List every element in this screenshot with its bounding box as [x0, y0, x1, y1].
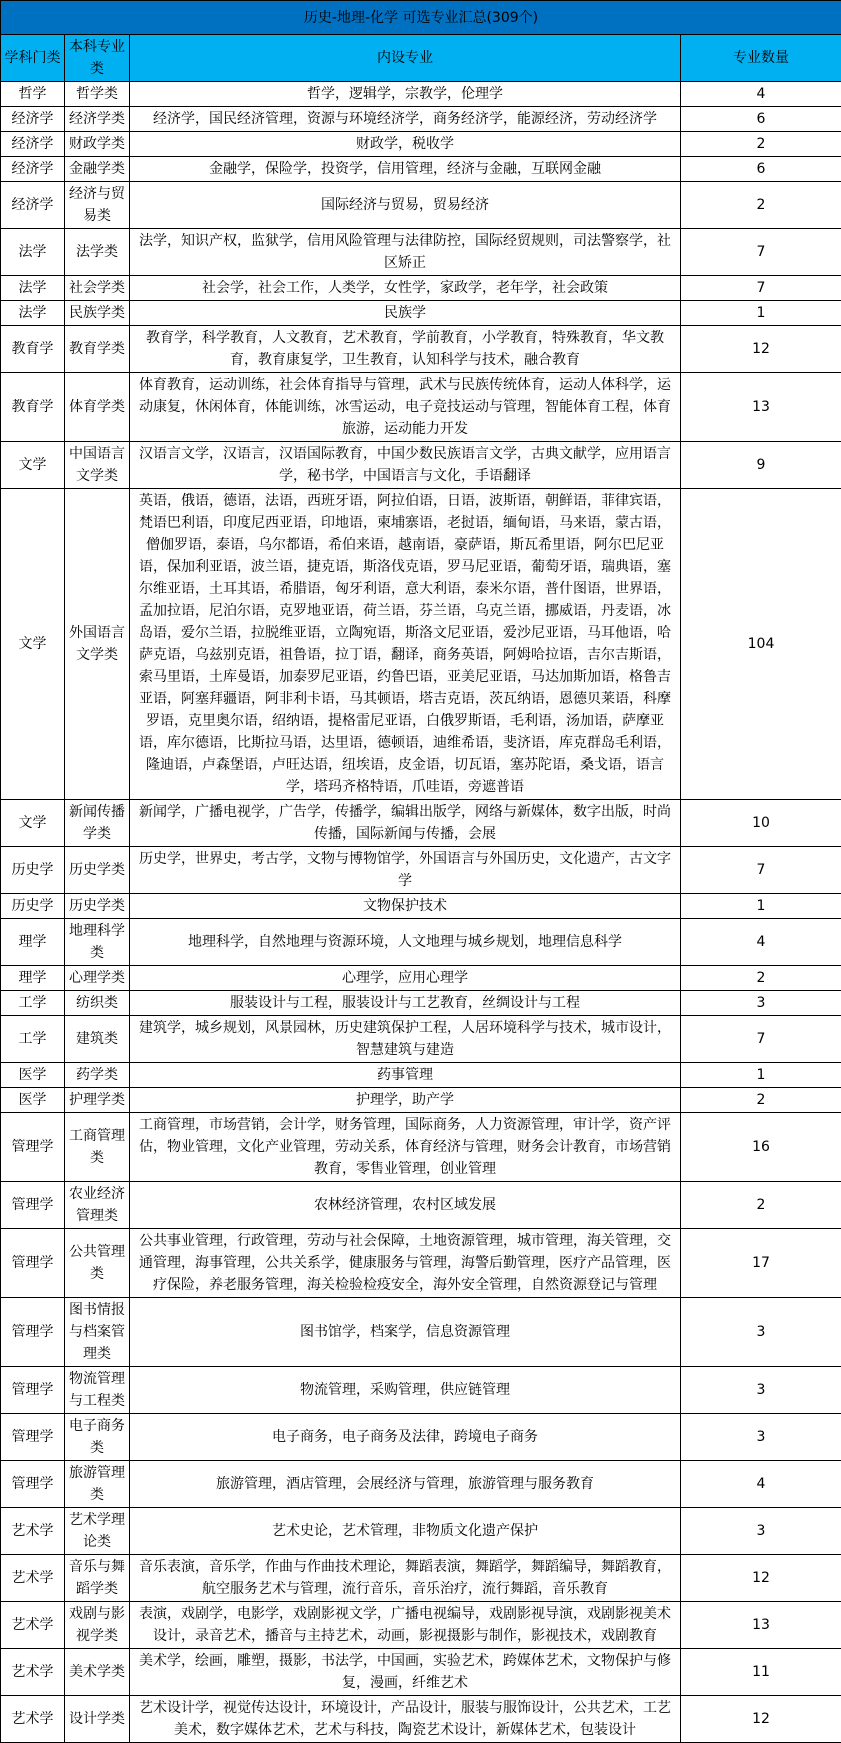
- count-cell: 2: [681, 966, 841, 991]
- count-cell: 4: [681, 919, 841, 966]
- table-row: [1, 1016, 841, 1063]
- major-class-cell: 法学类: [65, 229, 130, 276]
- count-cell: 1: [681, 301, 841, 326]
- major-class-cell: 电子商务类: [65, 1414, 130, 1461]
- discipline-cell: 管理学: [1, 1367, 65, 1414]
- majors-cell: 体育教育，运动训练，社会体育指导与管理，武术与民族传统体育，运动人体科学，运动康复，休闲体育，体能训练，冰雪运动，电子竞技运动与管理，智能体育工程，体育旅游，运动能力开发: [130, 373, 681, 442]
- table-row: [1, 1414, 841, 1461]
- discipline-cell: 艺术学: [1, 1602, 65, 1649]
- table-row: [1, 1649, 841, 1696]
- column-header-count: 专业数量: [681, 35, 841, 82]
- major-class-cell: 哲学类: [65, 82, 130, 107]
- count-cell: 6: [681, 107, 841, 132]
- majors-cell: 音乐表演，音乐学，作曲与作曲技术理论，舞蹈表演，舞蹈学，舞蹈编导，舞蹈教育，航空服务艺术与管理，流行音乐，音乐治疗，流行舞蹈，音乐教育: [130, 1555, 681, 1602]
- major-class-cell: 戏剧与影视学类: [65, 1602, 130, 1649]
- count-cell: 3: [681, 1367, 841, 1414]
- count-cell: 3: [681, 1508, 841, 1555]
- majors-cell: 新闻学，广播电视学，广告学，传播学，编辑出版学，网络与新媒体，数字出版，时尚传播，国际新闻与传播，会展: [130, 800, 681, 847]
- table-row: [1, 489, 841, 800]
- count-cell: 4: [681, 1461, 841, 1508]
- major-class-cell: 地理科学类: [65, 919, 130, 966]
- majors-cell: 公共事业管理，行政管理，劳动与社会保障，土地资源管理，城市管理，海关管理，交通管理，海事管理，公共关系学，健康服务与管理，海警后勤管理，医疗产品管理，医疗保险，养老服务管理，海关检验检疫安全，海外安全管理，自然资源登记与管理: [130, 1229, 681, 1298]
- table-row: [1, 132, 841, 157]
- major-class-cell: 设计学类: [65, 1696, 130, 1743]
- table-row: [1, 276, 841, 301]
- discipline-cell: 法学: [1, 229, 65, 276]
- major-class-cell: 图书情报与档案管理类: [65, 1298, 130, 1367]
- table-row: [1, 326, 841, 373]
- majors-cell: 美术学，绘画，雕塑，摄影，书法学，中国画，实验艺术，跨媒体艺术，文物保护与修复，漫画，纤维艺术: [130, 1649, 681, 1696]
- major-class-cell: 农业经济管理类: [65, 1182, 130, 1229]
- discipline-cell: 经济学: [1, 107, 65, 132]
- majors-cell: 表演，戏剧学，电影学，戏剧影视文学，广播电视编导，戏剧影视导演，戏剧影视美术设计，录音艺术，播音与主持艺术，动画，影视摄影与制作，影视技术，戏剧教育: [130, 1602, 681, 1649]
- majors-cell: 历史学，世界史，考古学，文物与博物馆学，外国语言与外国历史，文化遗产，古文字学: [130, 847, 681, 894]
- table-row: [1, 107, 841, 132]
- count-cell: 4: [681, 82, 841, 107]
- majors-cell: 工商管理，市场营销，会计学，财务管理，国际商务，人力资源管理，审计学，资产评估，物业管理，文化产业管理，劳动关系，体育经济与管理，财务会计教育，市场营销教育，零售业管理，创业管理: [130, 1113, 681, 1182]
- majors-cell: 图书馆学，档案学，信息资源管理: [130, 1298, 681, 1367]
- major-class-cell: 体育学类: [65, 373, 130, 442]
- major-class-cell: 建筑类: [65, 1016, 130, 1063]
- table-row: [1, 1696, 841, 1743]
- majors-cell: 艺术设计学，视觉传达设计，环境设计，产品设计，服装与服饰设计，公共艺术，工艺美术，数字媒体艺术，艺术与科技，陶瓷艺术设计，新媒体艺术，包装设计: [130, 1696, 681, 1743]
- major-class-cell: 历史学类: [65, 894, 130, 919]
- major-class-cell: 中国语言文学类: [65, 442, 130, 489]
- count-cell: 2: [681, 1088, 841, 1113]
- column-header-majors: 内设专业: [130, 35, 681, 82]
- majors-cell: 电子商务，电子商务及法律，跨境电子商务: [130, 1414, 681, 1461]
- count-cell: 11: [681, 1649, 841, 1696]
- discipline-cell: 管理学: [1, 1113, 65, 1182]
- majors-cell: 建筑学，城乡规划，风景园林，历史建筑保护工程，人居环境科学与技术，城市设计，智慧建筑与建造: [130, 1016, 681, 1063]
- discipline-cell: 经济学: [1, 132, 65, 157]
- discipline-cell: 医学: [1, 1063, 65, 1088]
- majors-cell: 汉语言文学，汉语言，汉语国际教育，中国少数民族语言文学，古典文献学，应用语言学，秘书学，中国语言与文化，手语翻译: [130, 442, 681, 489]
- majors-cell: 艺术史论，艺术管理，非物质文化遗产保护: [130, 1508, 681, 1555]
- major-class-cell: 旅游管理类: [65, 1461, 130, 1508]
- count-cell: 12: [681, 1696, 841, 1743]
- table-row: [1, 800, 841, 847]
- table-row: [1, 1182, 841, 1229]
- major-class-cell: 社会学类: [65, 276, 130, 301]
- count-cell: 10: [681, 800, 841, 847]
- major-class-cell: 民族学类: [65, 301, 130, 326]
- majors-cell: 国际经济与贸易，贸易经济: [130, 182, 681, 229]
- table-row: [1, 1602, 841, 1649]
- majors-cell: 物流管理，采购管理，供应链管理: [130, 1367, 681, 1414]
- major-class-cell: 财政学类: [65, 132, 130, 157]
- discipline-cell: 艺术学: [1, 1555, 65, 1602]
- majors-cell: 心理学，应用心理学: [130, 966, 681, 991]
- major-class-cell: 经济学类: [65, 107, 130, 132]
- major-class-cell: 新闻传播学类: [65, 800, 130, 847]
- majors-cell: 旅游管理，酒店管理，会展经济与管理，旅游管理与服务教育: [130, 1461, 681, 1508]
- table-row: [1, 894, 841, 919]
- major-class-cell: 历史学类: [65, 847, 130, 894]
- table-head: [1, 1, 841, 82]
- majors-cell: 文物保护技术: [130, 894, 681, 919]
- table-row: [1, 1508, 841, 1555]
- discipline-cell: 经济学: [1, 157, 65, 182]
- count-cell: 9: [681, 442, 841, 489]
- count-cell: 2: [681, 132, 841, 157]
- discipline-cell: 文学: [1, 800, 65, 847]
- discipline-cell: 管理学: [1, 1461, 65, 1508]
- major-class-cell: 物流管理与工程类: [65, 1367, 130, 1414]
- discipline-cell: 哲学: [1, 82, 65, 107]
- major-class-cell: 纺织类: [65, 991, 130, 1016]
- majors-cell: 教育学，科学教育，人文教育，艺术教育，学前教育，小学教育，特殊教育，华文教育，教育康复学，卫生教育，认知科学与技术，融合教育: [130, 326, 681, 373]
- table-row: [1, 1555, 841, 1602]
- table-row: [1, 82, 841, 107]
- discipline-cell: 管理学: [1, 1182, 65, 1229]
- discipline-cell: 理学: [1, 919, 65, 966]
- discipline-cell: 工学: [1, 991, 65, 1016]
- table-body: [1, 82, 841, 1743]
- major-class-cell: 美术学类: [65, 1649, 130, 1696]
- table-row: [1, 847, 841, 894]
- discipline-cell: 法学: [1, 276, 65, 301]
- discipline-cell: 经济学: [1, 182, 65, 229]
- count-cell: 3: [681, 1298, 841, 1367]
- majors-cell: 护理学，助产学: [130, 1088, 681, 1113]
- table-row: [1, 1298, 841, 1367]
- major-class-cell: 金融学类: [65, 157, 130, 182]
- count-cell: 7: [681, 847, 841, 894]
- count-cell: 1: [681, 1063, 841, 1088]
- table-row: [1, 1063, 841, 1088]
- column-header-discipline: 学科门类: [1, 35, 65, 82]
- discipline-cell: 管理学: [1, 1414, 65, 1461]
- majors-cell: 地理科学，自然地理与资源环境，人文地理与城乡规划，地理信息科学: [130, 919, 681, 966]
- majors-cell: 财政学，税收学: [130, 132, 681, 157]
- discipline-cell: 工学: [1, 1016, 65, 1063]
- table-row: [1, 373, 841, 442]
- discipline-cell: 文学: [1, 442, 65, 489]
- header-row: [1, 35, 841, 82]
- count-cell: 13: [681, 1602, 841, 1649]
- major-class-cell: 教育学类: [65, 326, 130, 373]
- table-row: [1, 1229, 841, 1298]
- count-cell: 16: [681, 1113, 841, 1182]
- discipline-cell: 教育学: [1, 373, 65, 442]
- major-class-cell: 心理学类: [65, 966, 130, 991]
- discipline-cell: 医学: [1, 1088, 65, 1113]
- discipline-cell: 文学: [1, 489, 65, 800]
- count-cell: 1: [681, 894, 841, 919]
- majors-cell: 金融学，保险学，投资学，信用管理，经济与金融，互联网金融: [130, 157, 681, 182]
- count-cell: 7: [681, 1016, 841, 1063]
- count-cell: 12: [681, 1555, 841, 1602]
- majors-cell: 社会学，社会工作，人类学，女性学，家政学，老年学，社会政策: [130, 276, 681, 301]
- table-row: [1, 1113, 841, 1182]
- major-class-cell: 工商管理类: [65, 1113, 130, 1182]
- discipline-cell: 艺术学: [1, 1696, 65, 1743]
- discipline-cell: 管理学: [1, 1298, 65, 1367]
- table-row: [1, 1461, 841, 1508]
- discipline-cell: 艺术学: [1, 1508, 65, 1555]
- table-row: [1, 991, 841, 1016]
- majors-cell: 民族学: [130, 301, 681, 326]
- major-class-cell: 药学类: [65, 1063, 130, 1088]
- major-class-cell: 护理学类: [65, 1088, 130, 1113]
- discipline-cell: 法学: [1, 301, 65, 326]
- count-cell: 104: [681, 489, 841, 800]
- table-row: [1, 182, 841, 229]
- discipline-cell: 管理学: [1, 1229, 65, 1298]
- count-cell: 3: [681, 991, 841, 1016]
- majors-cell: 英语，俄语，德语，法语，西班牙语，阿拉伯语，日语，波斯语，朝鲜语，菲律宾语，梵语巴利语，印度尼西亚语，印地语，柬埔寨语，老挝语，缅甸语，马来语，蒙古语，僧伽罗语，泰语，乌尔都语，希伯来语，越南语，豪萨语，斯瓦希里语，阿尔巴尼亚语，保加利亚语，波兰语，捷克语，斯洛伐克语，罗马尼亚语，葡萄牙语，瑞典语，塞尔维亚语，土耳其语，希腊语，匈牙利语，意大利语，泰米尔语，普什图语，世界语，孟加拉语，尼泊尔语，克罗地亚语，荷兰语，芬兰语，乌克兰语，挪威语，丹麦语，冰岛语，爱尔兰语，拉脱维亚语，立陶宛语，斯洛文尼亚语，爱沙尼亚语，马耳他语，哈萨克语，乌兹别克语，祖鲁语，拉丁语，翻译，商务英语，阿姆哈拉语，吉尔吉斯语，索马里语，土库曼语，加泰罗尼亚语，约鲁巴语，亚美尼亚语，马达加斯加语，格鲁吉亚语，阿塞拜疆语，阿非利卡语，马其顿语，塔吉克语，茨瓦纳语，恩德贝莱语，科摩罗语，克里奥尔语，绍纳语，提格雷尼亚语，白俄罗斯语，毛利语，汤加语，萨摩亚语，库尔德语，比斯拉马语，达里语，德顿语，迪维希语，斐济语，库克群岛毛利语，隆迪语，卢森堡语，卢旺达语，纽埃语，皮金语，切瓦语，塞苏陀语，桑戈语，语言学，塔玛齐格特语，爪哇语，旁遮普语: [130, 489, 681, 800]
- discipline-cell: 理学: [1, 966, 65, 991]
- major-class-cell: 音乐与舞蹈学类: [65, 1555, 130, 1602]
- majors-cell: 药事管理: [130, 1063, 681, 1088]
- table-row: [1, 229, 841, 276]
- major-class-cell: 外国语言文学类: [65, 489, 130, 800]
- majors-cell: 农林经济管理，农村区域发展: [130, 1182, 681, 1229]
- table-row: [1, 1088, 841, 1113]
- table-row: [1, 301, 841, 326]
- count-cell: 2: [681, 182, 841, 229]
- count-cell: 12: [681, 326, 841, 373]
- count-cell: 2: [681, 1182, 841, 1229]
- discipline-cell: 教育学: [1, 326, 65, 373]
- major-class-cell: 经济与贸易类: [65, 182, 130, 229]
- discipline-cell: 历史学: [1, 894, 65, 919]
- table-row: [1, 966, 841, 991]
- major-class-cell: 艺术学理论类: [65, 1508, 130, 1555]
- discipline-cell: 艺术学: [1, 1649, 65, 1696]
- count-cell: 3: [681, 1414, 841, 1461]
- count-cell: 13: [681, 373, 841, 442]
- count-cell: 17: [681, 1229, 841, 1298]
- table-row: [1, 1367, 841, 1414]
- column-header-major-class: 本科专业类: [65, 35, 130, 82]
- table-title: 历史-地理-化学 可选专业汇总(309个): [1, 1, 841, 35]
- majors-cell: 法学，知识产权，监狱学，信用风险管理与法律防控，国际经贸规则，司法警察学，社区矫正: [130, 229, 681, 276]
- count-cell: 7: [681, 229, 841, 276]
- majors-cell: 服装设计与工程，服装设计与工艺教育，丝绸设计与工程: [130, 991, 681, 1016]
- table-row: [1, 157, 841, 182]
- majors-cell: 哲学，逻辑学，宗教学，伦理学: [130, 82, 681, 107]
- majors-cell: 经济学，国民经济管理，资源与环境经济学，商务经济学，能源经济，劳动经济学: [130, 107, 681, 132]
- count-cell: 6: [681, 157, 841, 182]
- table-row: [1, 442, 841, 489]
- table-row: [1, 919, 841, 966]
- count-cell: 7: [681, 276, 841, 301]
- major-class-cell: 公共管理类: [65, 1229, 130, 1298]
- title-row: [1, 1, 841, 35]
- discipline-cell: 历史学: [1, 847, 65, 894]
